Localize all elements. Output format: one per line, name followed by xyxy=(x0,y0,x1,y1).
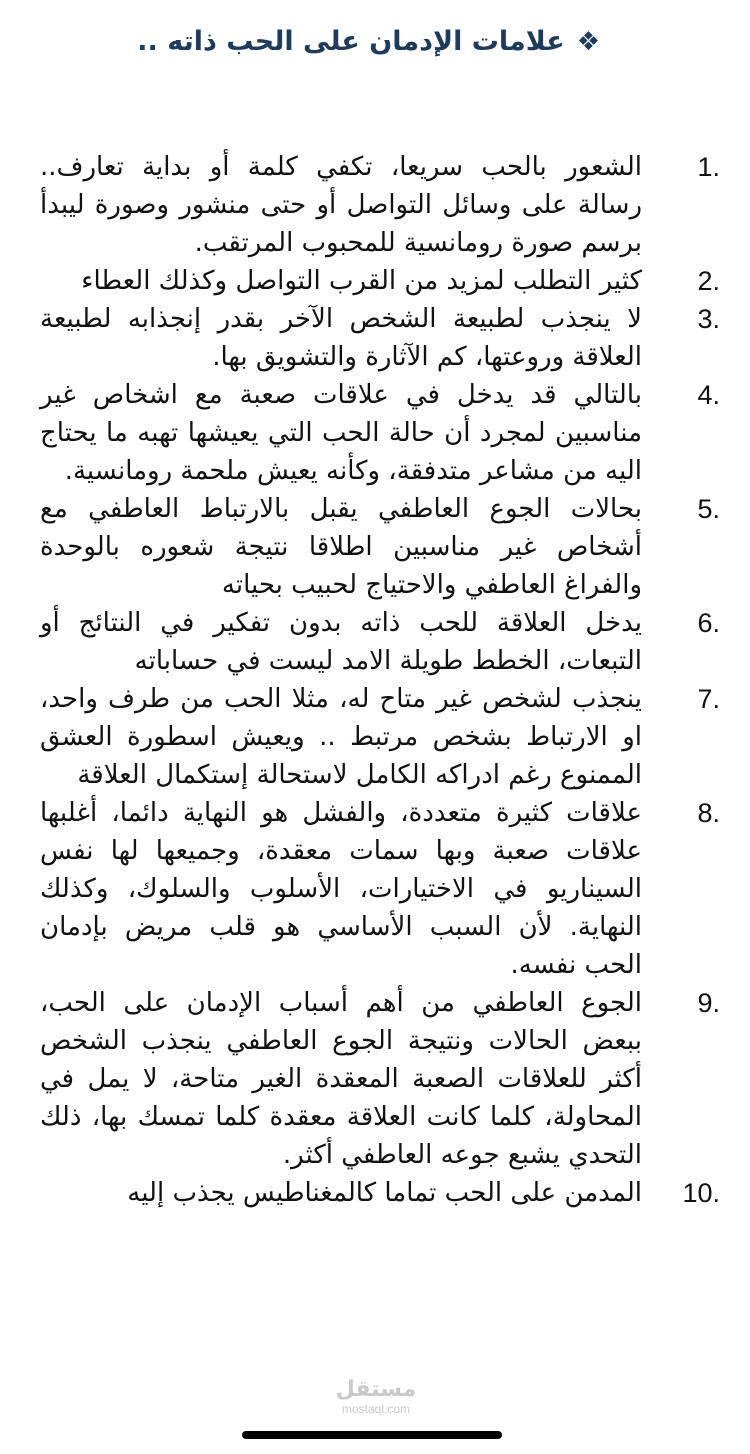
list-item xyxy=(40,376,720,490)
list-item-number: 8. xyxy=(697,798,720,828)
list-item-text: الشعور بالحب سريعا، تكفي كلمة أو بداية تعارف.. رسالة على وسائل التواصل أو حتى منشور وصورة ليبدأ برسم صورة رومانسية للمحبوب المرتقب. xyxy=(40,152,642,258)
list-item xyxy=(40,680,720,794)
list-item-text: بالتالي قد يدخل في علاقات صعبة مع اشخاص غير مناسبين لمجرد أن حالة الحب التي يعيشها تهبه ما يحتاج اليه من مشاعر متدفقة، وكأنه يعيش ملحمة رومانسية. xyxy=(40,380,642,486)
list-item-text: المدمن على الحب تماما كالمغناطيس يجذب إليه xyxy=(127,1178,642,1208)
list-item xyxy=(40,1174,720,1212)
list-item-text: علاقات كثيرة متعددة، والفشل هو النهاية دائما، أغلبها علاقات صعبة وبها سمات معقدة، وجميعها لها نفس السيناريو في الاختيارات، الأسلوب والسلوك، وكذلك النهاية. لأن السبب الأساسي هو قلب مريض بإدمان الحب نفسه. xyxy=(40,798,642,980)
numbered-list xyxy=(40,148,720,1212)
list-item xyxy=(40,300,720,376)
list-item-text: كثير التطلب لمزيد من القرب التواصل وكذلك العطاء xyxy=(81,266,642,296)
list-item-number: 6. xyxy=(697,608,720,638)
list-item-text: الجوع العاطفي من أهم أسباب الإدمان على الحب، ببعض الحالات ونتيجة الجوع العاطفي ينجذب الشخص أكثر للعلاقات الصعبة المعقدة الغير متاحة، لا يمل في المحاولة، كلما كانت العلاقة معقدة كلما تمسك بها، ذلك التحدي يشبع جوعه العاطفي أكثر. xyxy=(40,988,642,1170)
list-item xyxy=(40,262,720,300)
list-item-number: 9. xyxy=(697,988,720,1018)
diamond-bullet-icon: ❖ xyxy=(576,27,600,57)
list-item-text: لا ينجذب لطبيعة الشخص الآخر بقدر إنجذابه لطبيعة العلاقة وروعتها، كم الآثارة والتشويق بها. xyxy=(40,304,642,372)
list-item xyxy=(40,794,720,984)
list-item-text: ينجذب لشخص غير متاح له، مثلا الحب من طرف واحد، او الارتباط بشخص مرتبط .. ويعيش اسطورة العشق الممنوع رغم ادراكه الكامل لاستحالة إستكمال العلاقة xyxy=(40,684,642,790)
list-item xyxy=(40,604,720,680)
list-item-number: 1. xyxy=(697,152,720,182)
list-item-text: بحالات الجوع العاطفي يقبل بالارتباط العاطفي مع أشخاص غير مناسبين اطلاقا نتيجة شعوره بالوحدة والفراغ العاطفي والاحتياج لحبيب بحياته xyxy=(40,494,642,600)
list-item-text: يدخل العلاقة للحب ذاته بدون تفكير في النتائج أو التبعات، الخطط طويلة الامد ليست في حساباته xyxy=(40,608,642,676)
list-item-number: 4. xyxy=(697,380,720,410)
page-title xyxy=(40,26,600,57)
list-item-number: 3. xyxy=(697,304,720,334)
page-title-text: علامات الإدمان على الحب ذاته .. xyxy=(137,26,565,57)
watermark-logo-text: مستقل xyxy=(335,1377,417,1402)
list-item-number: 10. xyxy=(682,1178,720,1208)
watermark-url: mostaql.com xyxy=(341,1402,411,1416)
home-indicator-bar[interactable] xyxy=(242,1431,502,1439)
list-item xyxy=(40,148,720,262)
list-item-number: 7. xyxy=(697,684,720,714)
list-item xyxy=(40,984,720,1174)
mostaql-watermark-logo xyxy=(330,1378,422,1416)
list-item xyxy=(40,490,720,604)
list-item-number: 2. xyxy=(697,266,720,296)
list-item-number: 5. xyxy=(697,494,720,524)
